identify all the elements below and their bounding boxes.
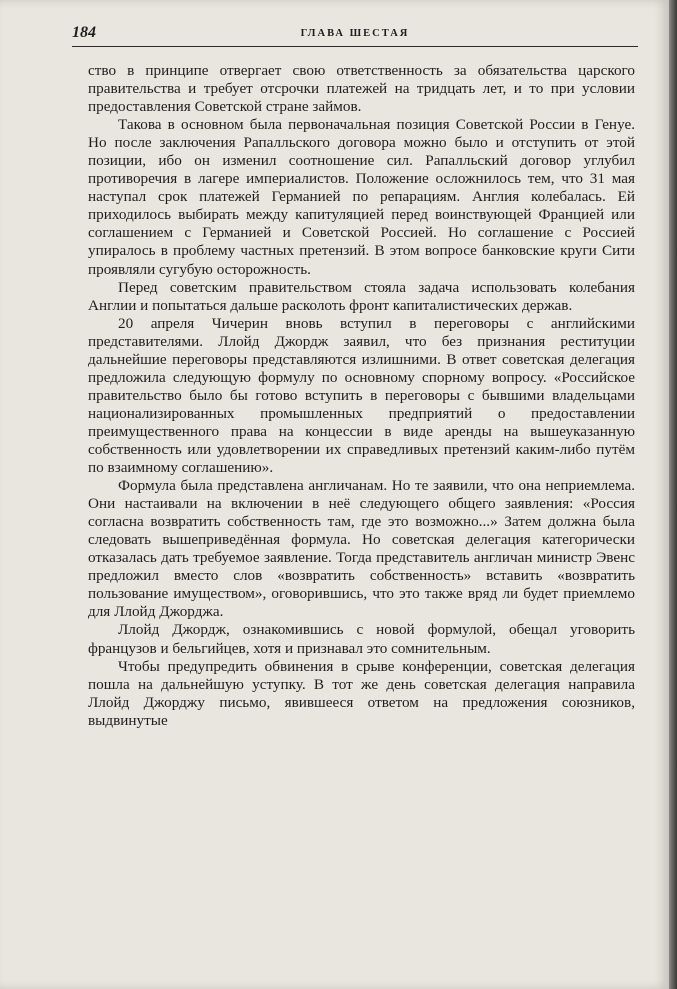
paragraph-continued: ство в принципе отвергает свою ответственность за обязательства царского правительства и требует отсрочки платежей на тридцать лет, и то при условии предоставления Советской стране займов. [88, 62, 635, 116]
body-text [88, 62, 635, 730]
paragraph: Формула была представлена англичанам. Но те заявили, что она неприемлема. Они настаивали на включении в неё следующего общего заявления: «Россия согласна возвратить собственность там, где это возможно...» Затем должна была следовать вышеприведённая формула. Но советская делегация категорически отказалась дать требуемое заявление. Тогда представитель англичан министр Эвенс предложил вместо слов «возвратить собственность» вставить «возвратить пользование имуществом», оговорившись, что это также вряд ли будет приемлемо для Ллойд Джорджа. [88, 477, 635, 621]
running-title: ГЛАВА ШЕСТАЯ [300, 28, 410, 39]
paragraph: 20 апреля Чичерин вновь вступил в переговоры с английскими представителями. Ллойд Джордж заявил, что без признания реституции дальнейшие переговоры представляются излишними. В ответ советская делегация предложила следующую формулу по основному спорному вопросу. «Российское правительство было бы готово вступить в переговоры с бывшими владельцами национализированных промышленных предприятий о предоставлении преимущественного права на концессии в виде аренды на вышеуказанную собственность или удовлетворении их справедливых претензий каким-либо путём по взаимному соглашению». [88, 314, 635, 477]
paragraph: Ллойд Джордж, ознакомившись с новой формулой, обещал уговорить французов и бельгийцев, хотя и признавал это сомнительным. [88, 621, 635, 657]
paragraph: Такова в основном была первоначальная позиция Советской России в Генуе. Но после заключения Рапалльского договора можно было и отступить от этой позиции, ибо он изменил соотношение сил. Рапалльский договор углубил противоречия в лагере империалистов. Положение осложнилось тем, что 31 мая наступал срок платежей Германией по репарациям. Англия колебалась. Ей приходилось выбирать между капитуляцией перед воинствующей Францией или соглашением с Германией и Советской Россией. Но соглашение с Россией упиралось в проблему частных претензий. В этом вопросе банковские круги Сити проявляли сугубую осторожность. [88, 116, 635, 278]
page-number: 184 [72, 24, 96, 41]
paragraph: Чтобы предупредить обвинения в срыве конференции, советская делегация пошла на дальнейшую уступку. В тот же день советская делегация направила Ллойд Джорджу письмо, явившееся ответом на предложения союзников, выдвинутые [88, 657, 635, 729]
page-edge-shadow [669, 0, 677, 989]
page-header [72, 24, 638, 47]
paragraph: Перед советским правительством стояла задача использовать колебания Англии и попытаться дальше расколоть фронт капиталистических держав. [88, 278, 635, 314]
